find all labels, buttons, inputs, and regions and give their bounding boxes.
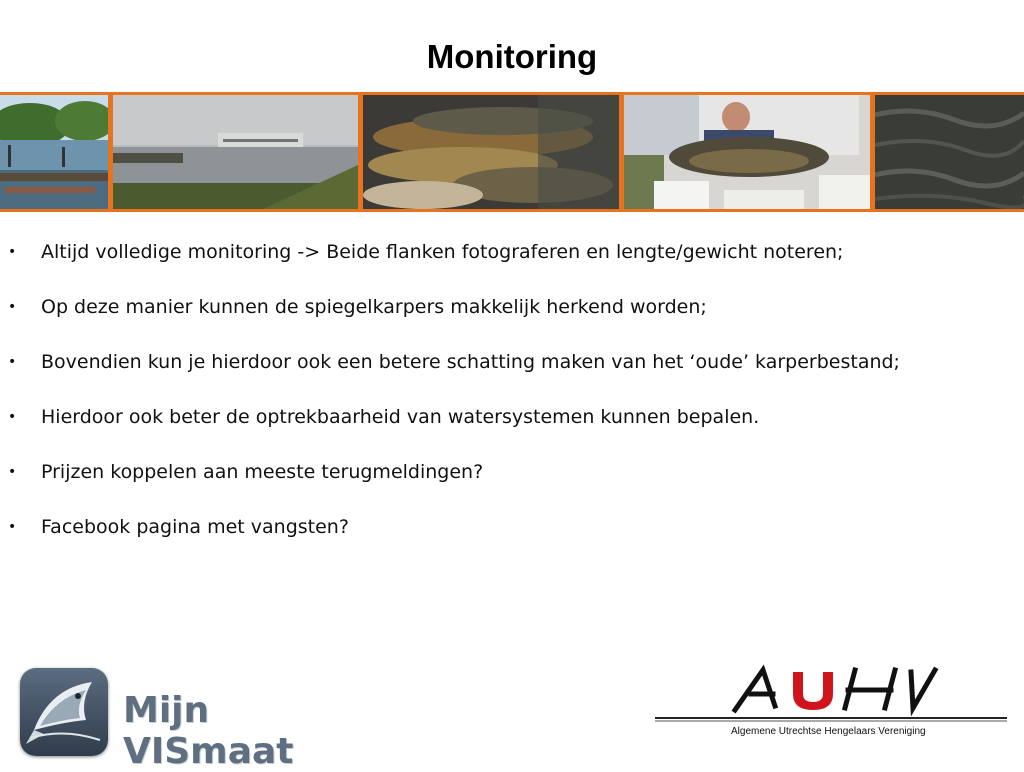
list-item	[8, 238, 968, 266]
list-item	[8, 293, 968, 321]
mijn-vismaat-logo	[20, 668, 365, 772]
auhv-logo	[655, 660, 1007, 750]
list-item	[8, 458, 968, 486]
bullet-marker: •	[8, 464, 17, 480]
bullet-marker: •	[8, 409, 17, 425]
bullet-text: Facebook pagina met vangsten?	[41, 516, 349, 538]
bullet-text: Bovendien kun je hierdoor ook een betere schatting maken van het ‘oude’ karperbestand;	[41, 351, 900, 373]
bullet-text: Altijd volledige monitoring -> Beide flanken fotograferen en lengte/gewicht noteren;	[41, 241, 844, 263]
lake-with-buildings-photo	[113, 95, 358, 209]
bullet-text: Prijzen koppelen aan meeste terugmeldingen?	[41, 461, 484, 483]
organization-name: Algemene Utrechtse Hengelaars Vereniging	[731, 726, 926, 737]
bullet-text: Op deze manier kunnen de spiegelkarpers makkelijk herkend worden;	[41, 296, 707, 318]
pond-with-herons-photo	[0, 95, 108, 209]
man-holding-carp-photo	[624, 95, 870, 209]
bullet-marker: •	[8, 299, 17, 315]
bullet-marker: •	[8, 354, 17, 370]
fish-app-icon	[20, 668, 108, 756]
bullet-list	[8, 238, 968, 568]
bullet-marker: •	[8, 519, 17, 535]
list-item	[8, 403, 968, 431]
photo-strip	[0, 92, 1024, 212]
list-item	[8, 513, 968, 541]
bullet-text: Hierdoor ook beter de optrekbaarheid van watersystemen kunnen bepalen.	[41, 406, 760, 428]
carp-catch-photo	[363, 95, 619, 209]
bullet-marker: •	[8, 244, 17, 260]
list-item	[8, 348, 968, 376]
brand-name: Mijn VISmaat	[123, 690, 294, 772]
water-surface-photo	[875, 95, 1024, 209]
slide-title: Monitoring	[426, 38, 598, 75]
